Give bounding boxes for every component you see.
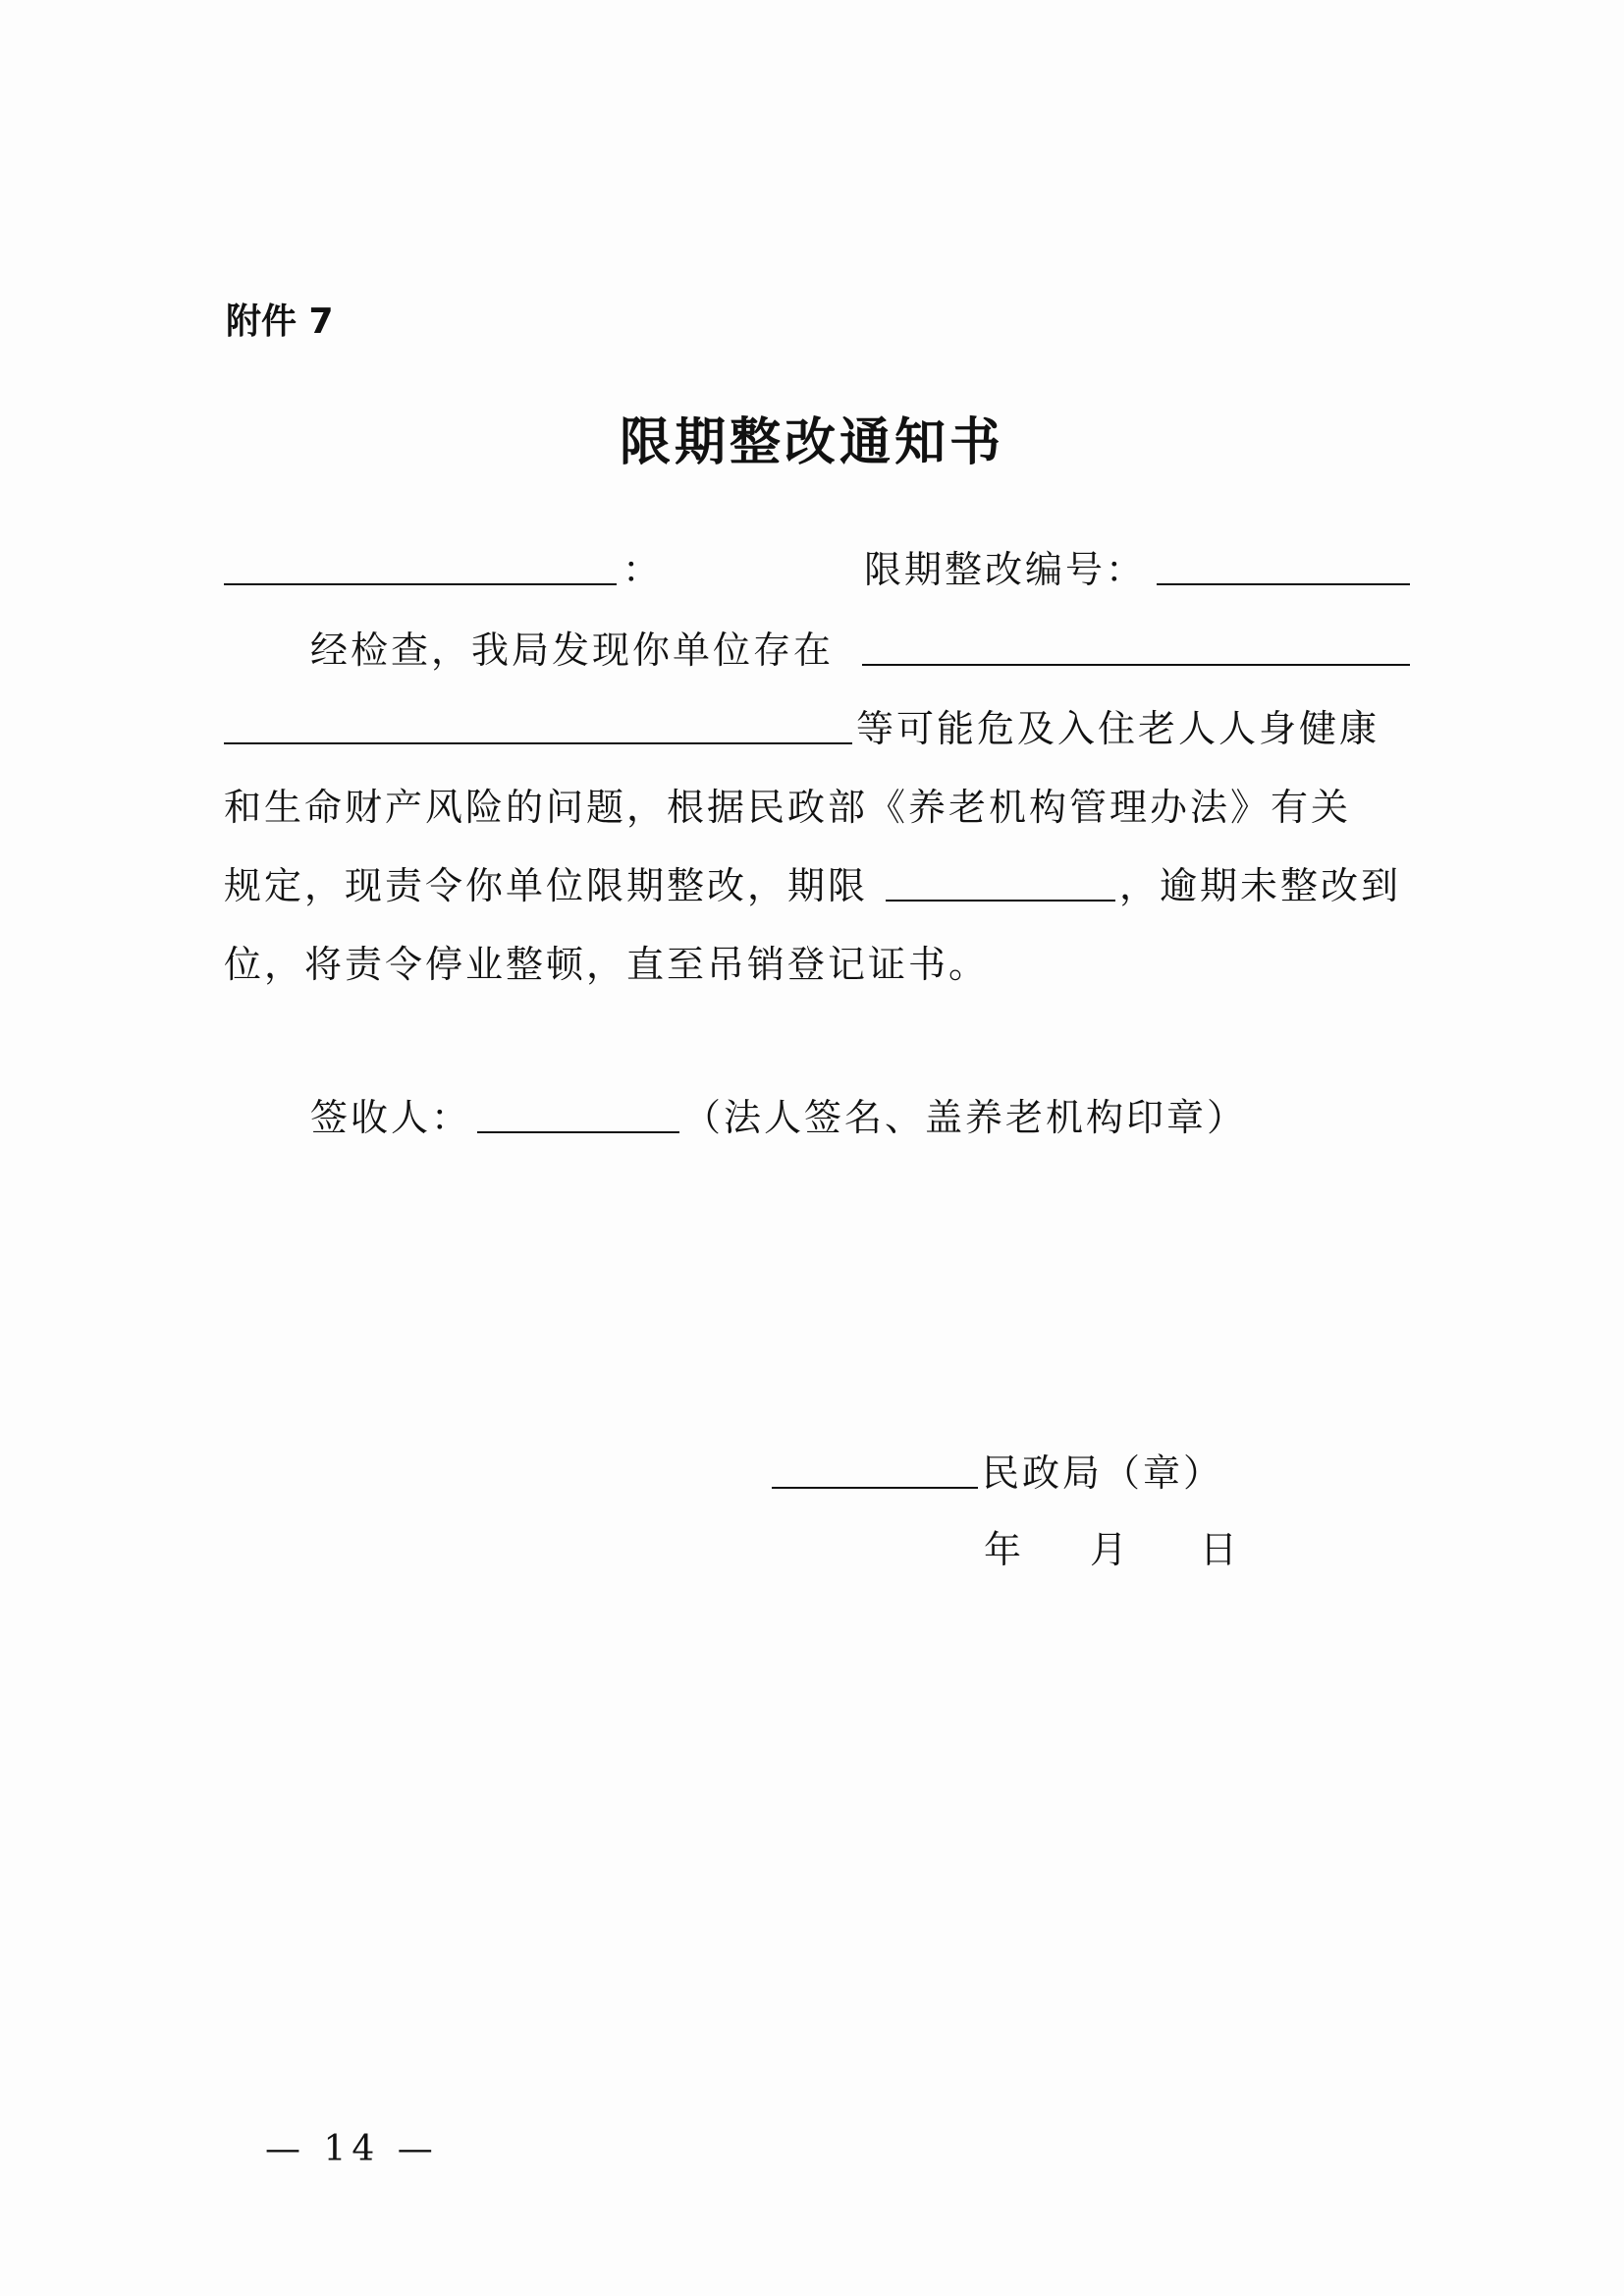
- serial-number-blank: [1157, 583, 1410, 585]
- date-month: 月: [1090, 1528, 1131, 1571]
- document-title: 限期整改通知书: [619, 412, 1004, 472]
- paragraph-line-3: 和生命财产风险的问题，根据民政部《养老机构管理办法》有关: [224, 786, 1352, 829]
- paragraph-line-2: 等可能危及入住老人人身健康: [856, 707, 1380, 750]
- paragraph-line-5: 位，将责令停业整顿，直至吊销登记证书。: [224, 943, 990, 986]
- page-number: — 14 —: [265, 2129, 439, 2169]
- attachment-label: 附件 7: [226, 301, 334, 342]
- signer-blank: [477, 1131, 679, 1133]
- paragraph-line-4-tail: ，逾期未整改到: [1119, 864, 1402, 907]
- issuer-label: 民政局（章）: [982, 1451, 1224, 1495]
- paragraph-line-4-lead: 规定，现责令你单位限期整改，期限: [224, 864, 869, 907]
- signer-note: （法人签名、盖养老机构印章）: [683, 1096, 1248, 1139]
- issuer-blank: [772, 1487, 978, 1489]
- serial-number-label: 限期整改编号：: [864, 548, 1147, 591]
- signer-label: 签收人：: [310, 1096, 472, 1139]
- addressee-blank: [224, 583, 617, 585]
- date-year: 年: [984, 1528, 1025, 1571]
- issue-blank-1: [862, 664, 1410, 666]
- paragraph-line-1: 经检查，我局发现你单位存在: [310, 629, 835, 672]
- deadline-blank: [886, 900, 1115, 902]
- addressee-colon: ：: [623, 548, 664, 591]
- issue-blank-2: [224, 742, 852, 744]
- date-day: 日: [1200, 1528, 1241, 1571]
